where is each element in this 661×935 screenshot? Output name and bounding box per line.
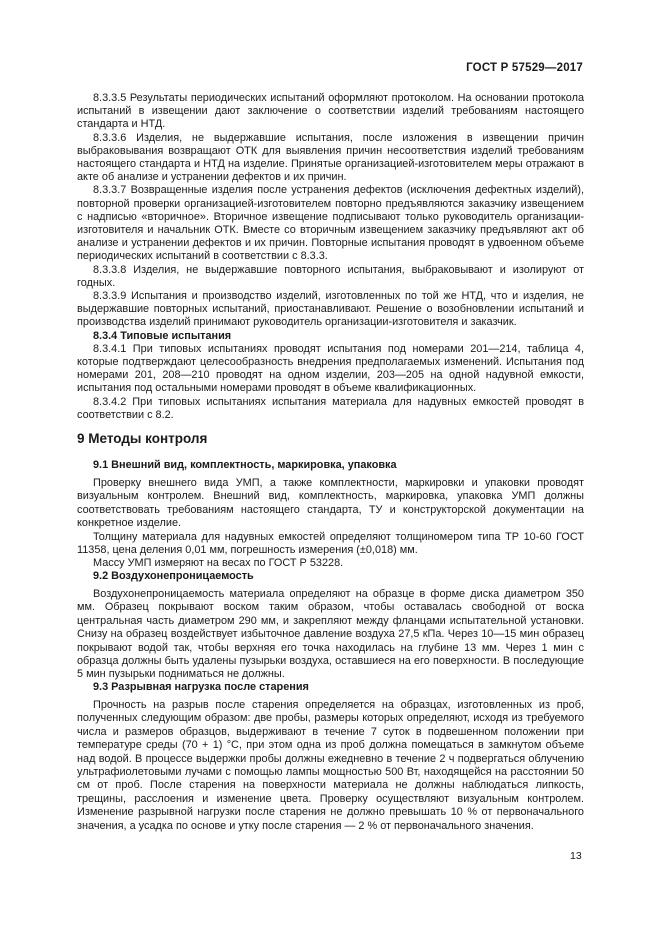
section-9-2-body [77, 588, 584, 682]
section-8-continuation [77, 92, 584, 422]
section-9-title: 9 Методы контроля [77, 431, 208, 446]
paragraph-8-3-4-1: 8.3.4.1 При типовых испытаниях проводят испытания под номерами 201—214, таблица 4, которые подтверждают целесообразность внедрения предполагаемых изменений. Испытания под номерами 201, 208—210 проводят на одном изделии, 203—205 на одной надувной емкости, испытания под остальными номерами проводят в объеме квалификационных. [77, 342, 584, 395]
section-9-1-body [77, 477, 584, 571]
paragraph-8-3-3-9: 8.3.3.9 Испытания и производство изделий, изготовленных по той же НТД, что и изделия, не выдержавшие повторных испытаний, приостанавливают. Решение о возобновлении испытаний и производства изделий принимают руководитель организации-изготовителя и заказчик. [77, 290, 584, 329]
paragraph-9-1-b: Толщину материала для надувных емкостей определяют толщиномером типа ТР 10-60 ГОСТ 11358, цена деления 0,01 мм, погрешность измерения (±0,018) мм. [77, 530, 584, 557]
document-id-header: ГОСТ Р 57529—2017 [466, 62, 583, 74]
paragraph-8-3-3-5: 8.3.3.5 Результаты периодических испытаний оформляют протоколом. На основании протокола испытаний в извещении дают заключение о соответствии изделий требованиям настоящего стандарта и НТД. [77, 92, 584, 131]
page-number: 13 [570, 850, 582, 862]
paragraph-9-2: Воздухонепроницаемость материала определяют на образце в форме диска диаметром 350 мм. Образец покрывают воском таким образом, чтобы оставалась свободной от воска центральная часть диаметром 290 мм, и закрепляют между фланцами испытательной установки. Снизу на образец воздействует избыточное давление воздуха 27,5 кПа. Через 10—15 мин образец покрывают водой так, чтобы верхняя его точка находилась на глубине 13 мм. Через 1 мин с образца должны быть удалены пузырьки воздуха, оставшиеся на его поверхности. В последующие 5 мин пузырьки подниматься не должны. [77, 588, 584, 681]
heading-9-3: 9.3 Разрывная нагрузка после старения [93, 681, 309, 693]
section-9-3-body [77, 699, 584, 833]
heading-8-3-4: 8.3.4 Типовые испытания [93, 329, 232, 342]
paragraph-9-1-c: Массу УМП измеряют на весах по ГОСТ Р 53228. [93, 557, 344, 570]
heading-9-2: 9.2 Воздухонепроницаемость [93, 570, 254, 582]
paragraph-9-1-a: Проверку внешнего вида УМП, а также комплектности, маркировки и упаковки проводят визуальным контролем. Внешний вид, комплектность, маркировка, упаковка УМП должны соответствовать требованиям настоящего стандарта, ТУ и конструкторской документации на конкретное изделие. [77, 477, 584, 530]
heading-9-1: 9.1 Внешний вид, комплектность, маркировка, упаковка [93, 459, 397, 471]
paragraph-8-3-3-7: 8.3.3.7 Возвращенные изделия после устранения дефектов (исключения дефектных изделий), повторной проверки организацией-изготовителем повторно предъявляются заказчику извещением с надписью «вторичное». Вторичное извещение подписывают только руководитель организации-изготовителя и начальник ОТК. Вместе со вторичным извещением заказчику предъявляют акт об анализе и устранении дефектов и их причин. Повторные испытания проводят в удвоенном объеме периодических испытаний в соответствии с 8.3.3. [77, 184, 584, 263]
paragraph-8-3-3-8: 8.3.3.8 Изделия, не выдержавшие повторного испытания, выбраковывают и изолируют от годных. [77, 263, 584, 289]
paragraph-8-3-3-6: 8.3.3.6 Изделия, не выдержавшие испытания, после изложения в извещении причин выбраковывания возвращают ОТК для выявления причин несоответствия изделий требованиям настоящего стандарта и НТД на изделие. Принятые организацией-изготовителем меры отражают в акте об анализе и устранении дефектов и их причин. [77, 131, 584, 184]
paragraph-8-3-4-2: 8.3.4.2 При типовых испытаниях испытания материала для надувных емкостей проводят в соответствии с 8.2. [77, 395, 584, 421]
paragraph-9-3: Прочность на разрыв после старения определяется на образцах, изготовленных из проб, полученных следующим образом: две пробы, размеры которых определяют, исходя из требуемого числа и размеров образцов, выдерживают в течение 7 суток в подвешенном положении при температуре среды (70 + 1) °С, при этом одна из проб должна помещаться в замкнутом объеме над водой. В процессе выдержки пробы должны ежедневно в течение 2 ч подвергаться облучению ультрафиолетовыми лучами с помощью лампы мощностью 500 Вт, находящейся на расстоянии 50 см от проб. После старения на поверхности материала не должны наблюдаться липкость, трещины, расслоения и изменение цвета. Проверку осуществляют визуальным контролем. Изменение разрывной нагрузки после старения не должно превышать 10 % от первоначального значения, а усадка по основе и утку после старения — 2 % от первоначального значения. [77, 699, 584, 832]
